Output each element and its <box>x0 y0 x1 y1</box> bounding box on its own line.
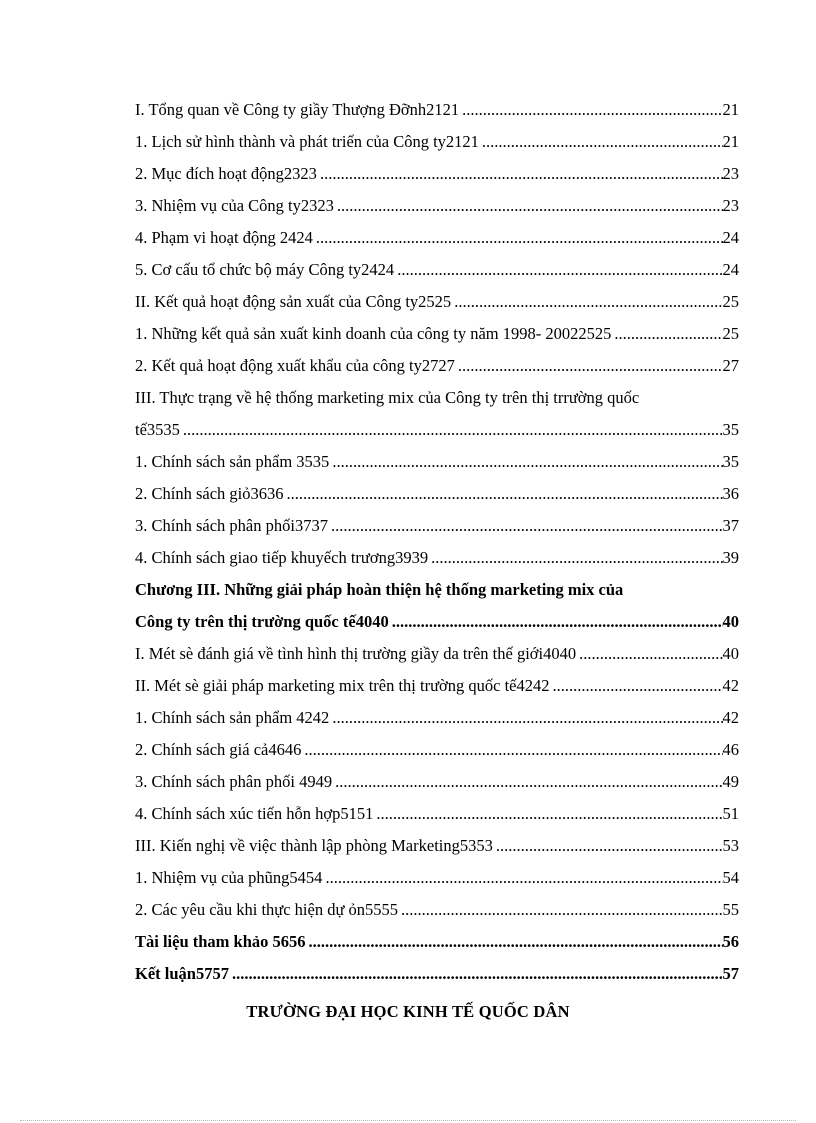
toc-page-number: 56 <box>722 932 739 951</box>
dot-leader <box>316 222 723 254</box>
toc-conclusion-entry[interactable] <box>135 958 739 990</box>
toc-entry-title: 1. Lịch sử hình thành và phát triển của Công ty2121 <box>135 132 479 151</box>
toc-page-number: 55 <box>722 900 739 919</box>
dot-leader <box>376 798 722 830</box>
toc-entry[interactable] <box>135 158 739 190</box>
toc-entry[interactable] <box>135 350 739 382</box>
toc-page-number: 46 <box>722 740 739 759</box>
toc-chapter-title-line1[interactable]: Chương III. Những giải pháp hoàn thiện hệ thống marketing mix của <box>135 580 624 599</box>
toc-entry-title: III. Kiến nghị về việc thành lập phòng Marketing5353 <box>135 836 493 855</box>
toc-entry[interactable] <box>135 798 739 830</box>
toc-entry-title: 1. Những kết quả sản xuất kinh doanh của công ty năm 1998- 20022525 <box>135 324 612 343</box>
dot-leader <box>392 606 723 638</box>
toc-page-number: 49 <box>722 772 739 791</box>
toc-entry-title: 4. Phạm vi hoạt động 2424 <box>135 228 313 247</box>
toc-entry-title-line2: tế3535 <box>135 420 180 439</box>
toc-references-entry[interactable] <box>135 926 739 958</box>
toc-entry[interactable] <box>135 126 739 158</box>
toc-entry-title: 2. Mục đích hoạt động2323 <box>135 164 317 183</box>
toc-page-number: 25 <box>722 324 739 343</box>
toc-entry[interactable] <box>135 478 739 510</box>
toc-entry[interactable] <box>135 734 739 766</box>
page-bottom-divider <box>20 1120 796 1121</box>
dot-leader <box>579 638 722 670</box>
dot-leader <box>462 94 722 126</box>
toc-entry[interactable] <box>135 222 739 254</box>
toc-entry[interactable] <box>135 254 739 286</box>
toc-page-number: 21 <box>722 100 739 119</box>
toc-entry-title: II. Mét sè giải pháp marketing mix trên thị trường quốc tế4242 <box>135 676 550 695</box>
toc-chapter-entry[interactable] <box>135 606 739 638</box>
dot-leader <box>458 350 723 382</box>
toc-entry-title: 2. Chính sách giỏ3636 <box>135 484 284 503</box>
toc-entry[interactable] <box>135 894 739 926</box>
dot-leader <box>287 478 723 510</box>
toc-page-number: 53 <box>722 836 739 855</box>
toc-page-number: 36 <box>722 484 739 503</box>
toc-entry-title: 2. Các yêu cầu khi thực hiện dự ỏn5555 <box>135 900 399 919</box>
dot-leader <box>614 318 722 350</box>
toc-page-number: 21 <box>722 132 739 151</box>
toc-entry[interactable] <box>135 446 739 478</box>
toc-page-number: 42 <box>722 708 739 727</box>
toc-entry-title: 1. Chính sách sản phẩm 3535 <box>135 452 330 471</box>
toc-entry-title: 4. Chính sách giao tiếp khuyếch trương3939 <box>135 548 429 567</box>
dot-leader <box>183 414 723 446</box>
toc-entry[interactable] <box>135 542 739 574</box>
toc-entry-title: 4. Chính sách xúc tiến hỗn hợp5151 <box>135 804 374 823</box>
toc-entry[interactable] <box>135 286 739 318</box>
toc-entry[interactable] <box>135 862 739 894</box>
toc-entry-title: 2. Chính sách giá cả4646 <box>135 740 302 759</box>
dot-leader <box>232 958 723 990</box>
toc-page-number: 37 <box>722 516 739 535</box>
toc-entry-title: 3. Chính sách phân phối 4949 <box>135 772 333 791</box>
table-of-contents <box>135 94 739 990</box>
toc-entry[interactable] <box>135 94 739 126</box>
dot-leader <box>304 734 722 766</box>
toc-page-number: 54 <box>722 868 739 887</box>
toc-page-number: 51 <box>722 804 739 823</box>
dot-leader <box>401 894 722 926</box>
dot-leader <box>325 862 722 894</box>
toc-entry-title: 3. Nhiệm vụ của Công ty2323 <box>135 196 334 215</box>
toc-page-number: 23 <box>722 196 739 215</box>
dot-leader <box>454 286 722 318</box>
toc-entry-title: I. Mét sè đánh giá về tình hình thị trường giầy da trên thế giới4040 <box>135 644 577 663</box>
toc-entry[interactable] <box>135 830 739 862</box>
toc-page-number: 40 <box>722 612 739 631</box>
toc-entry[interactable] <box>135 638 739 670</box>
toc-entry-title: II. Kết quả hoạt động sản xuất của Công ty2525 <box>135 292 452 311</box>
toc-page-number: 25 <box>722 292 739 311</box>
toc-entry-title: I. Tổng quan về Công ty giầy Thượng Đỡnh2121 <box>135 100 460 119</box>
toc-page-number: 27 <box>722 356 739 375</box>
toc-entry-title: 5. Cơ cấu tổ chức bộ máy Công ty2424 <box>135 260 395 279</box>
toc-entry-title: 1. Chính sách sản phẩm 4242 <box>135 708 330 727</box>
toc-entry[interactable] <box>135 766 739 798</box>
university-name: TRƯỜNG ĐẠI HỌC KINH TẾ QUỐC DÂN <box>246 1002 570 1021</box>
toc-page-number: 23 <box>722 164 739 183</box>
toc-page-number: 40 <box>722 644 739 663</box>
toc-page-number: 24 <box>722 260 739 279</box>
dot-leader <box>309 926 723 958</box>
toc-entry[interactable] <box>135 190 739 222</box>
toc-entry-title: Kết luận5757 <box>135 964 229 983</box>
toc-page-number: 35 <box>722 420 739 439</box>
dot-leader <box>335 766 722 798</box>
toc-entry-title: 2. Kết quả hoạt động xuất khẩu của công ty2727 <box>135 356 455 375</box>
dot-leader <box>332 446 722 478</box>
toc-entry-title: Tài liệu tham khảo 5656 <box>135 932 306 951</box>
dot-leader <box>553 670 723 702</box>
dot-leader <box>482 126 723 158</box>
dot-leader <box>331 510 723 542</box>
toc-entry-title: 3. Chính sách phân phối3737 <box>135 516 328 535</box>
toc-entry-title-line1[interactable]: III. Thực trạng về hệ thống marketing mix của Công ty trên thị trrường quốc <box>135 388 640 407</box>
toc-page-number: 35 <box>722 452 739 471</box>
dot-leader <box>496 830 723 862</box>
toc-chapter-title-line2: Công ty trên thị trường quốc tế4040 <box>135 612 389 631</box>
dot-leader <box>431 542 722 574</box>
toc-page-number: 24 <box>722 228 739 247</box>
toc-entry[interactable] <box>135 510 739 542</box>
toc-page-number: 42 <box>722 676 739 695</box>
dot-leader <box>397 254 722 286</box>
dot-leader <box>332 702 722 734</box>
dot-leader <box>337 190 723 222</box>
dot-leader <box>320 158 723 190</box>
toc-entry[interactable] <box>135 702 739 734</box>
toc-page-number: 57 <box>722 964 739 983</box>
toc-entry[interactable] <box>135 414 739 446</box>
toc-entry[interactable] <box>135 670 739 702</box>
toc-entry[interactable] <box>135 318 739 350</box>
toc-page-number: 39 <box>722 548 739 567</box>
toc-entry-title: 1. Nhiệm vụ của phũng5454 <box>135 868 323 887</box>
